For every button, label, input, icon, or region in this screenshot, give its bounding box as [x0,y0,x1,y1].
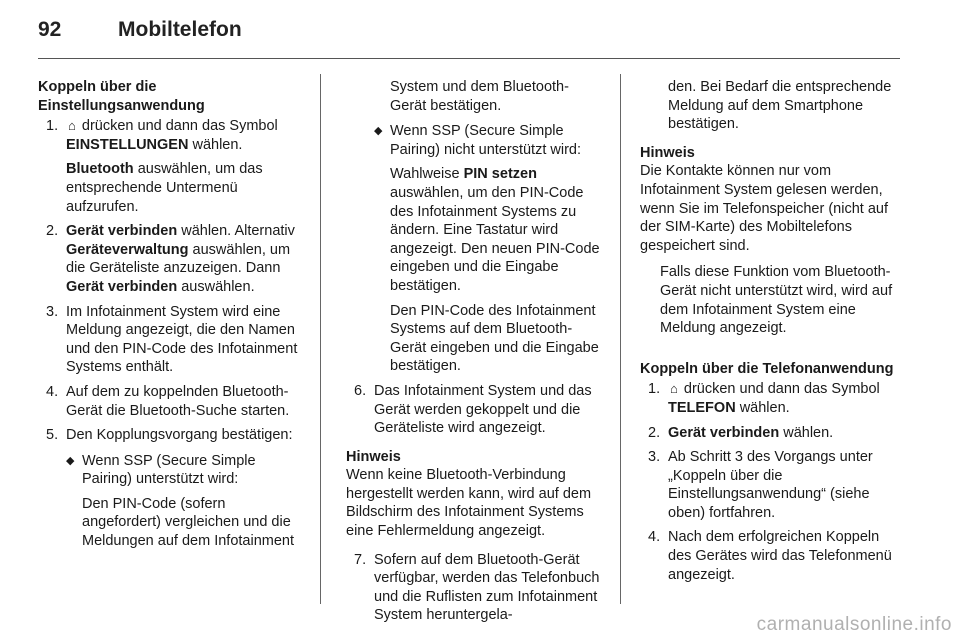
home-icon: ⌂ [670,381,678,397]
step-2: 2. Gerät verbinden wählen. Alternativ Geräteverwaltung auswählen, um die Geräteliste anzuzeigen. Dann Gerät verbinden auswählen. [46,223,295,295]
bullet-ssp: ◆ Wenn SSP (Secure Simple Pairing) unterstützt wird: Den PIN-Code (sofern angefordert) vergleichen und die Meldungen auf dem Infotainment [66,452,294,550]
section-title: Koppeln über die Einstellungsanwendung [38,79,205,114]
note-text: Die Kontakte können nur vom Infotainment System gelesen werden, wenn Sie im Telefonspeicher (nicht auf der SIM-Karte) des Mobiltelefons gespeichert sind. [640,163,888,254]
note-text-2: Falls diese Funktion vom Bluetooth-Gerät nicht unterstützt wird, wird auf dem Infotainment System eine Meldung angezeigt. [660,264,893,337]
bullet-no-ssp: ◆ Wenn SSP (Secure Simple Pairing) nicht unterstützt wird: Wahlweise PIN setzen auswählen, um den PIN-Code des Infotainment Systems zu ändern. Eine Tastatur wird angezeigt. Den neuen PIN-Code eingeben und die Eingabe bestätigen. Den PIN-Code des Infotainment Systems auf dem Bluetooth-Gerät eingeben und die Eingabe bestätigen. [374,123,600,375]
step-1: 1. ⌂ drücken und dann das Symbol TELEFON wählen. [648,381,880,416]
step-1: 1. ⌂ drücken und dann das Symbol EINSTELLUNGEN wählen. Bluetooth auswählen, um das entsprechende Untermenü aufzurufen. [38,117,306,216]
diamond-bullet-icon: ◆ [66,454,75,467]
step-4: 4. Nach dem erfolgreichen Koppeln des Gerätes wird das Telefonmenü angezeigt. [648,529,892,583]
page-header [38,14,900,59]
step-7: 7. Sofern auf dem Bluetooth-Gerät verfügbar, werden das Telefonbuch und die Ruflisten zum Infotainment System heruntergela- [354,551,600,624]
home-icon: ⌂ [68,118,76,134]
column-1 [38,78,306,551]
watermark[interactable]: carmanualsonline.info [756,614,952,635]
step-7-continuation: den. Bei Bedarf die entsprechende Meldung auf dem Smartphone bestätigen. [668,79,892,133]
step-2: 2. Gerät verbinden wählen. [648,424,834,441]
step-6: 6. Das Infotainment System und das Gerät werden gekoppelt und die Geräteliste wird angezeigt. [354,382,592,437]
page-number: 92 [38,18,62,41]
bullet-continuation: System und dem Bluetooth-Gerät bestätigen. [390,79,569,114]
column-3 [640,78,904,584]
step-4: 4. Auf dem zu koppelnden Bluetooth-Gerät die Bluetooth-Suche starten. [46,383,290,419]
column-divider [620,74,621,604]
note-title: Hinweis [640,144,695,161]
diamond-bullet-icon: ◆ [374,125,383,138]
column-2 [346,78,604,625]
step-1-detail: Bluetooth auswählen, um das entsprechende Untermenü aufzurufen. [66,161,263,215]
note-title: Hinweis [346,448,401,465]
step-3: 3. Im Infotainment System wird eine Meldung angezeigt, die den Namen und den PIN-Code des Infotainment Systems enthält. [46,303,298,376]
column-divider [320,74,321,604]
note-text: Wenn keine Bluetooth-Verbindung hergestellt werden kann, wird auf dem Bildschirm des Infotainment Systems eine Fehlermeldung angezeigt. [346,467,592,540]
page-title: Mobiltelefon [118,18,242,41]
step-3: 3. Ab Schritt 3 des Vorgangs unter „Koppeln über die Einstellungsanwendung“ (siehe oben) fortfahren. [648,449,873,521]
step-5: 5. Den Kopplungsvorgang bestätigen: ◆ Wenn SSP (Secure Simple Pairing) unterstützt wird: Den PIN-Code (sofern angefordert) vergleichen und die Meldungen auf dem Infotainment [38,426,306,551]
section-title: Koppeln über die Telefonanwendung [640,360,894,377]
